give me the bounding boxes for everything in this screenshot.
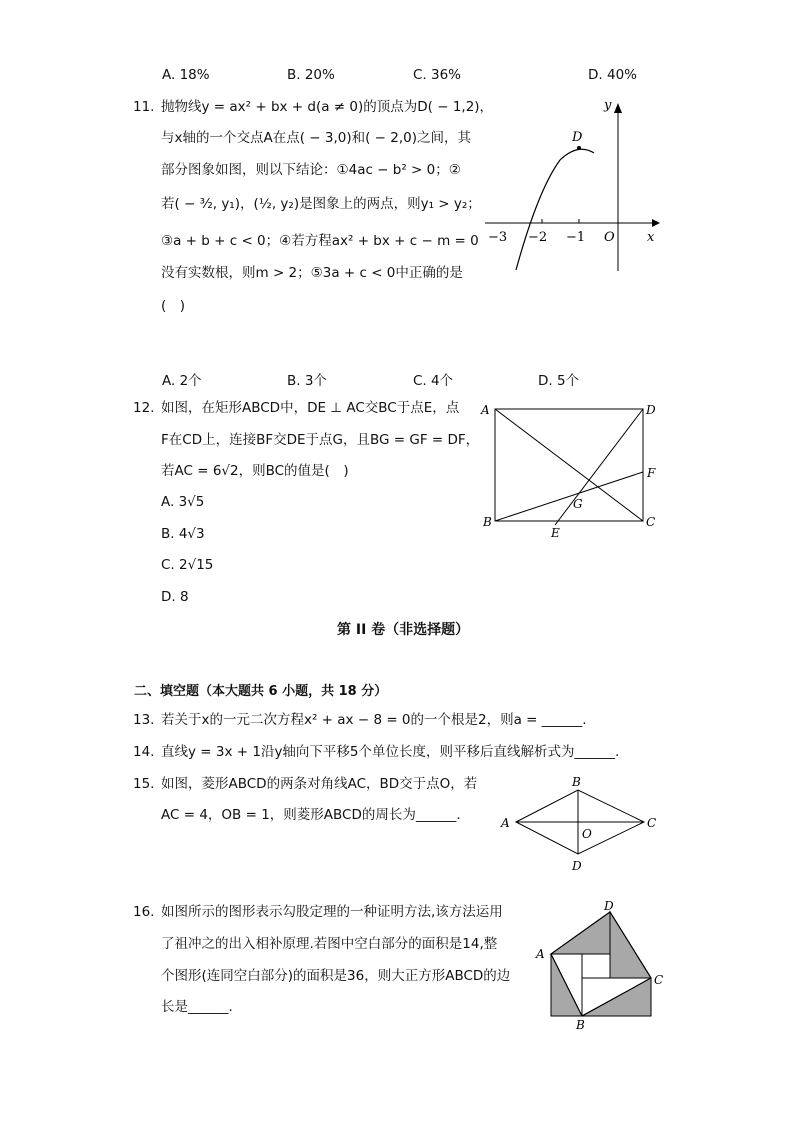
label-d: D bbox=[646, 403, 656, 417]
label-b: B bbox=[576, 1018, 585, 1032]
label-a: A bbox=[501, 816, 510, 830]
q12-option-d: D. 8 bbox=[161, 589, 189, 605]
q15-line-2: AC = 4，OB = 1，则菱形ABCD的周长为______. bbox=[161, 807, 461, 823]
q16-line-1: 如图所示的图形表示勾股定理的一种证明方法,该方法运用 bbox=[161, 904, 503, 920]
q14-number: 14. bbox=[133, 744, 155, 760]
segment-bf bbox=[495, 472, 643, 521]
label-a: A bbox=[536, 947, 545, 961]
x-axis-label: x bbox=[647, 230, 655, 245]
q16-pythagoras-figure bbox=[530, 900, 670, 1035]
q12-number: 12. bbox=[133, 400, 155, 416]
q10-option-a: A. 18% bbox=[162, 67, 210, 83]
label-b: B bbox=[483, 515, 492, 529]
y-axis-label: y bbox=[604, 98, 612, 113]
q12-line-2: F在CD上，连接BF交DE于点G，且BG = GF = DF， bbox=[161, 432, 480, 448]
q10-option-d: D. 40% bbox=[588, 67, 637, 83]
label-d: D bbox=[604, 900, 614, 913]
q11-line-2: 与x轴的一个交点A在点( − 3,0)和( − 2,0)之间，其 bbox=[161, 130, 472, 146]
q15-number: 15. bbox=[133, 776, 155, 792]
q11-line-3: 部分图象如图，则以下结论：①4ac − b² > 0；② bbox=[161, 162, 461, 178]
label-c: C bbox=[646, 515, 656, 529]
q11-line-1: 抛物线y = ax² + bx + d(a ≠ 0)的顶点为D( − 1,2)， bbox=[161, 99, 494, 115]
tick-label-neg2: −2 bbox=[528, 230, 548, 245]
label-g: G bbox=[573, 497, 583, 511]
section-2-title: 第 II 卷（非选择题） bbox=[337, 622, 470, 638]
parabola-curve bbox=[516, 149, 594, 270]
inner-square bbox=[582, 954, 610, 978]
q16-number: 16. bbox=[133, 904, 155, 920]
origin-label: O bbox=[604, 230, 615, 245]
label-f: F bbox=[647, 466, 656, 480]
q16-line-4: 长是______. bbox=[161, 999, 233, 1015]
fill-blank-section-header: 二、填空题（本大题共 6 小题，共 18 分） bbox=[134, 684, 388, 699]
label-a: A bbox=[481, 403, 490, 417]
diagonal-ac bbox=[495, 409, 643, 521]
label-b: B bbox=[572, 775, 581, 789]
segment-de bbox=[555, 409, 643, 525]
q11-line-4: 若( − ³⁄₂, y₁)，(½, y₂)是图象上的两点，则y₁ > y₂； bbox=[161, 196, 481, 212]
q11-option-a: A. 2个 bbox=[162, 373, 202, 389]
q12-line-1: 如图，在矩形ABCD中，DE ⊥ AC交BC于点E，点 bbox=[161, 400, 460, 416]
q15-rhombus-figure bbox=[496, 772, 666, 877]
q11-line-6: 没有实数根，则m > 2；⑤3a + c < 0中正确的是 bbox=[161, 265, 463, 281]
q11-number: 11. bbox=[133, 99, 155, 115]
q16-line-2: 了祖冲之的出入相补原理.若图中空白部分的面积是14,整 bbox=[161, 936, 498, 952]
label-c: C bbox=[654, 973, 664, 987]
q11-option-b: B. 3个 bbox=[287, 373, 327, 389]
vertex-label: D bbox=[572, 130, 583, 145]
q13-number: 13. bbox=[133, 712, 155, 728]
label-d: D bbox=[572, 859, 582, 873]
q14-text: 直线y = 3x + 1沿y轴向下平移5个单位长度，则平移后直线解析式为______. bbox=[161, 744, 620, 760]
q10-option-c: C. 36% bbox=[413, 67, 462, 83]
q11-parabola-figure bbox=[480, 95, 670, 275]
q16-line-3: 个图形(连同空白部分)的面积是36，则大正方形ABCD的边 bbox=[161, 968, 511, 984]
label-c: C bbox=[647, 816, 657, 830]
x-axis-arrow bbox=[652, 219, 660, 227]
y-axis-arrow bbox=[614, 103, 622, 113]
label-e: E bbox=[551, 526, 560, 540]
q11-option-c: C. 4个 bbox=[413, 373, 454, 389]
q12-option-a: A. 3√5 bbox=[161, 494, 205, 510]
q11-line-7: ( ) bbox=[161, 298, 186, 314]
label-o: O bbox=[582, 827, 592, 841]
q11-option-d: D. 5个 bbox=[538, 373, 580, 389]
q12-option-b: B. 4√3 bbox=[161, 526, 205, 542]
vertex-point bbox=[577, 146, 581, 150]
q12-line-3: 若AC = 6√2，则BC的值是( ) bbox=[161, 463, 349, 479]
q12-option-c: C. 2√15 bbox=[161, 557, 214, 573]
q11-line-5: ③a + b + c < 0；④若方程ax² + bx + c − m = 0 bbox=[161, 233, 479, 249]
q10-option-b: B. 20% bbox=[287, 67, 335, 83]
tick-label-neg1: −1 bbox=[566, 230, 586, 245]
tick-label-neg3: −3 bbox=[488, 230, 508, 245]
q12-rectangle-figure bbox=[478, 398, 663, 543]
q15-line-1: 如图，菱形ABCD的两条对角线AC，BD交于点O，若 bbox=[161, 776, 478, 792]
q13-text: 若关于x的一元二次方程x² + ax − 8 = 0的一个根是2，则a = ______. bbox=[161, 712, 587, 728]
